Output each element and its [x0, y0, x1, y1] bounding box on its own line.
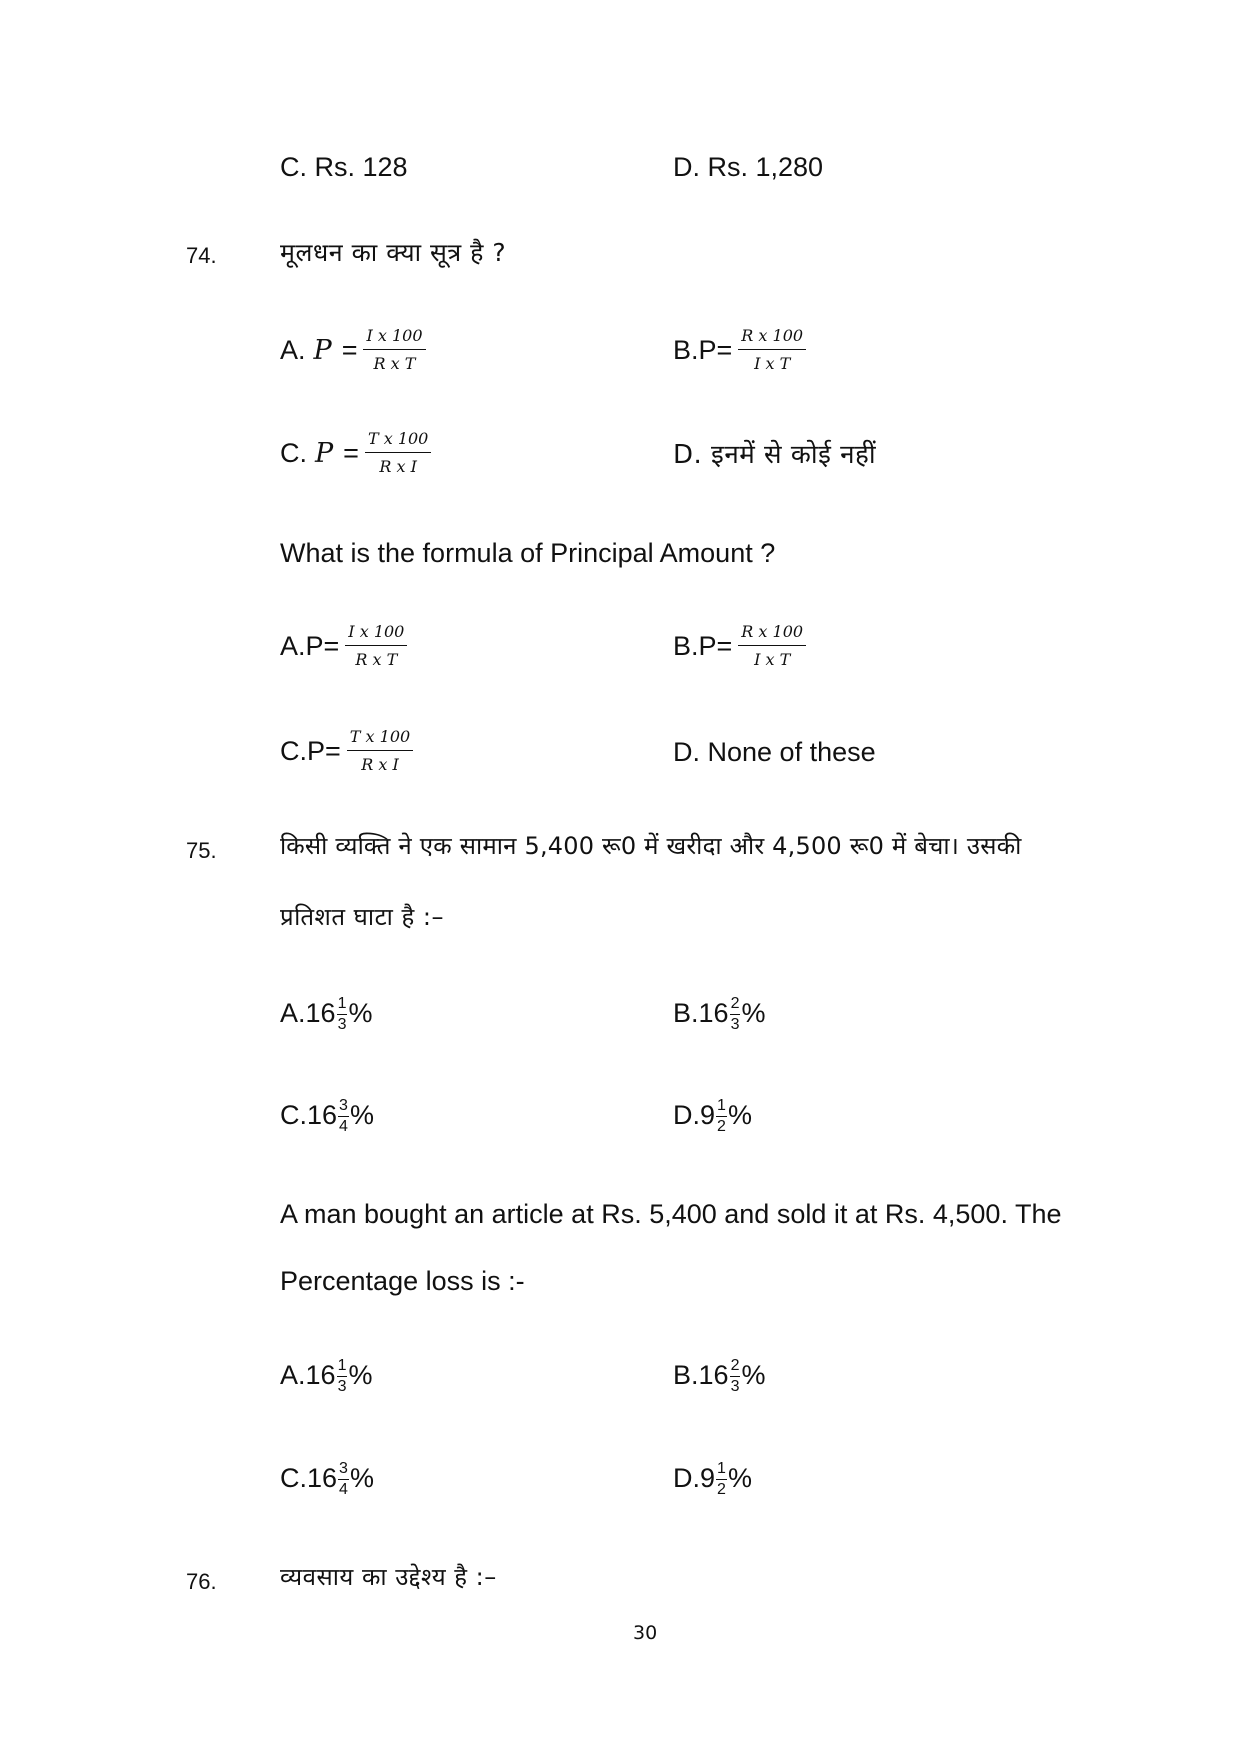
- q75-number: 75.: [186, 838, 217, 863]
- percent-sign: %: [349, 1100, 374, 1130]
- option-prefix: A.: [280, 998, 306, 1028]
- fraction-numerator: 1: [337, 1358, 348, 1377]
- formula-lhs: P: [315, 437, 334, 469]
- mixed-number-whole: 16: [305, 998, 336, 1028]
- q74-hindi-option-b: [673, 328, 806, 372]
- option-prefix: C.: [280, 437, 307, 468]
- percent-sign: %: [348, 998, 373, 1028]
- q74-english-option-a: [280, 624, 407, 668]
- fraction-denominator: 3: [730, 1378, 740, 1395]
- fraction-numerator: 1: [716, 1098, 727, 1117]
- fraction-denominator: 3: [337, 1378, 347, 1395]
- formula-fraction: [738, 328, 806, 372]
- q74-english-question: What is the formula of Principal Amount ?: [280, 538, 776, 568]
- fraction-numerator: R x 100: [738, 624, 806, 646]
- fraction-denominator: R x T: [355, 650, 398, 669]
- q73-option-d: D. Rs. 1,280: [673, 152, 824, 182]
- mixed-number-whole: 16: [698, 1360, 729, 1390]
- q76-number: 76.: [186, 1569, 217, 1594]
- q75-hindi-option-a: [280, 995, 372, 1032]
- page-number: 30: [633, 1622, 658, 1644]
- fraction-numerator: 2: [730, 1358, 741, 1377]
- percent-sign: %: [727, 1100, 752, 1130]
- q75-english-option-b: [673, 1357, 765, 1394]
- option-prefix: A.: [280, 1360, 306, 1390]
- fraction-numerator: T x 100: [365, 431, 431, 453]
- formula-fraction: [363, 328, 425, 372]
- percent-sign: %: [727, 1463, 752, 1493]
- q75-english-option-c: [280, 1460, 374, 1497]
- q75-english-question-line1: A man bought an article at Rs. 5,400 and sold it at Rs. 4,500. The: [280, 1199, 1062, 1229]
- mixed-number-fraction: [338, 1098, 349, 1135]
- fraction-denominator: 4: [339, 1481, 348, 1498]
- percent-sign: %: [741, 1360, 766, 1390]
- q75-hindi-option-c: [280, 1097, 374, 1134]
- fraction-denominator: I x T: [754, 354, 791, 373]
- mixed-number-whole: 16: [698, 998, 729, 1028]
- mixed-number-fraction: [337, 1358, 348, 1395]
- mixed-number-whole: 16: [305, 1360, 336, 1390]
- mixed-number-whole: 16: [307, 1463, 338, 1493]
- q75-hindi-option-b: [673, 995, 765, 1032]
- q74-english-option-d: D. None of these: [673, 737, 876, 767]
- mixed-number-fraction: [716, 1098, 727, 1135]
- formula-fraction: [738, 624, 806, 668]
- formula-lhs: P: [313, 334, 332, 366]
- q75-hindi-question-line2: प्रतिशत घाटा है :–: [280, 903, 444, 931]
- q74-hindi-option-c: [280, 431, 431, 475]
- fraction-denominator: R x I: [361, 755, 399, 774]
- q75-english-question-line2: Percentage loss is :-: [280, 1266, 525, 1296]
- fraction-denominator: 4: [339, 1118, 348, 1135]
- option-prefix: B.P=: [673, 630, 733, 661]
- fraction-numerator: 3: [338, 1461, 349, 1480]
- mixed-number-fraction: [337, 996, 348, 1033]
- fraction-numerator: R x 100: [738, 328, 806, 350]
- mixed-number-fraction: [730, 996, 741, 1033]
- formula-equals: =: [343, 437, 359, 468]
- formula-fraction: [345, 624, 407, 668]
- fraction-numerator: T x 100: [347, 729, 413, 751]
- percent-sign: %: [741, 998, 766, 1028]
- fraction-numerator: 1: [716, 1461, 727, 1480]
- q74-hindi-option-d: D. इनमें से कोई नहीं: [673, 440, 877, 470]
- option-prefix: D.: [673, 1100, 700, 1130]
- fraction-denominator: 3: [337, 1016, 347, 1033]
- q74-english-option-b: [673, 624, 806, 668]
- fraction-denominator: 3: [730, 1016, 740, 1033]
- q74-hindi-option-a: [280, 328, 426, 372]
- mixed-number-whole: 9: [700, 1100, 716, 1130]
- mixed-number-whole: 16: [307, 1100, 338, 1130]
- mixed-number-fraction: [716, 1461, 727, 1498]
- formula-fraction: [365, 431, 431, 475]
- fraction-denominator: 2: [717, 1481, 726, 1498]
- q76-hindi-question: व्यवसाय का उद्देश्य है :–: [280, 1563, 497, 1591]
- option-prefix: C.: [280, 1463, 307, 1493]
- option-prefix: D.: [673, 1463, 700, 1493]
- mixed-number-fraction: [730, 1358, 741, 1395]
- mixed-number-whole: 9: [700, 1463, 716, 1493]
- option-prefix: A.P=: [280, 630, 340, 661]
- fraction-denominator: 2: [717, 1118, 726, 1135]
- fraction-numerator: 1: [337, 996, 348, 1015]
- percent-sign: %: [348, 1360, 373, 1390]
- option-prefix: C.P=: [280, 735, 341, 766]
- formula-fraction: [347, 729, 413, 773]
- fraction-denominator: I x T: [754, 650, 791, 669]
- q75-english-option-d: [673, 1460, 752, 1497]
- mixed-number-fraction: [338, 1461, 349, 1498]
- option-prefix: B.: [673, 998, 699, 1028]
- option-prefix: B.: [673, 1360, 699, 1390]
- q75-hindi-option-d: [673, 1097, 752, 1134]
- fraction-numerator: I x 100: [345, 624, 407, 646]
- percent-sign: %: [349, 1463, 374, 1493]
- option-prefix: A.: [280, 334, 306, 365]
- q74-number: 74.: [186, 243, 217, 268]
- q75-hindi-question-line1: किसी व्यक्ति ने एक सामान 5,400 रू0 में खरीदा और 4,500 रू0 में बेचा। उसकी: [280, 832, 1022, 860]
- q75-english-option-a: [280, 1357, 372, 1394]
- fraction-numerator: I x 100: [363, 328, 425, 350]
- fraction-numerator: 2: [730, 996, 741, 1015]
- fraction-denominator: R x T: [373, 354, 416, 373]
- q74-hindi-question: मूलधन का क्या सूत्र है ?: [280, 238, 507, 267]
- q74-english-option-c: [280, 729, 413, 773]
- fraction-numerator: 3: [338, 1098, 349, 1117]
- formula-equals: =: [341, 334, 358, 365]
- fraction-denominator: R x I: [379, 457, 417, 476]
- q73-option-c: C. Rs. 128: [280, 152, 408, 182]
- option-prefix: B.P=: [673, 334, 733, 365]
- option-prefix: C.: [280, 1100, 307, 1130]
